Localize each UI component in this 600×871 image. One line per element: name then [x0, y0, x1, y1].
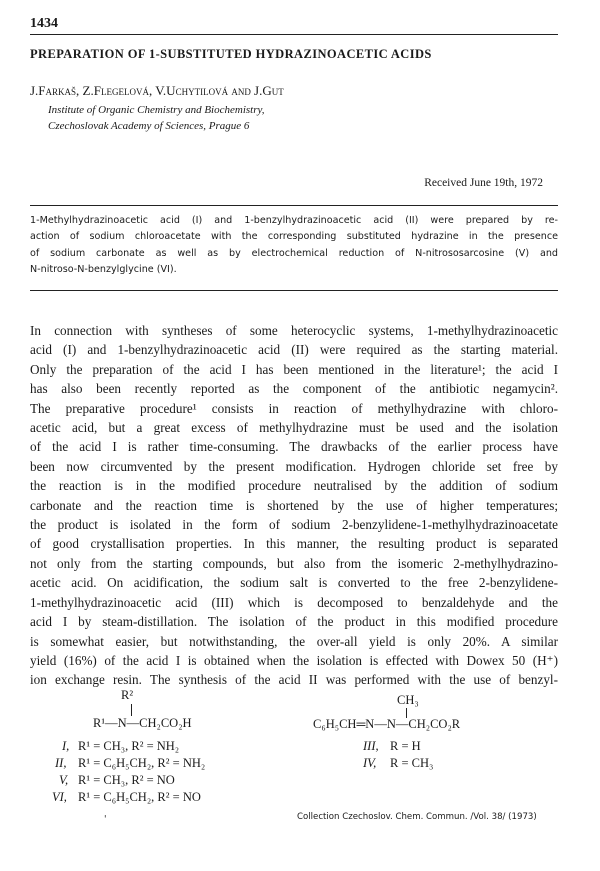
body-line: Only the preparation of the acid I has been mentioned in the literature¹; the acid I	[30, 361, 558, 377]
header-rule	[30, 34, 558, 35]
body-line: of the acid I is rather time-consuming. The drawbacks of the earlier process have	[30, 439, 558, 455]
body-line: acetic acid. On acidification, the sodium salt is converted to the free 2-benzylidene-	[30, 575, 558, 591]
body-line: is somewhat easier, but notwithstanding, the over-all yield is only 20%. A similar	[30, 633, 558, 649]
compound-label: IV,	[363, 756, 377, 770]
compound-definition: R¹ = C₆H₅CH₂, R² = NO	[78, 790, 201, 804]
article-title: PREPARATION OF 1-SUBSTITUTED HYDRAZINOACETIC ACIDS	[30, 47, 432, 61]
body-line: the reaction is in the modified procedure neutralised by the addition of sodium	[30, 478, 558, 494]
formula-left-substituent: R²	[121, 688, 134, 702]
page-number: 1434	[30, 16, 58, 31]
body-line: In connection with syntheses of some heterocyclic systems, 1-methylhydrazinoacetic	[30, 323, 558, 338]
formula-right-main: C₆H₅CH═N—N—CH₂CO₂R	[313, 717, 461, 731]
abstract	[30, 213, 558, 279]
formula-left-bond	[131, 704, 132, 716]
abstract-line: 1-Methylhydrazinoacetic acid (I) and 1-benzylhydrazinoacetic acid (II) were prepared by re-	[30, 215, 558, 226]
body-line: been now circumvented by the present modification. Hydrogen chloride set free by	[30, 458, 558, 474]
compound-definition: R¹ = CH₃, R² = NO	[78, 773, 175, 787]
compound-definition: R¹ = C₆H₅CH₂, R² = NH₂	[78, 756, 206, 770]
body-line: ion exchange resin. The synthesis of the acid II was performed with the use of benzyl-	[30, 672, 558, 688]
body-text	[30, 321, 558, 690]
abstract-top-rule	[30, 205, 558, 206]
body-line: has also been recently reported as the component of the antibiotic negamycin².	[30, 381, 558, 397]
structural-formulas	[0, 686, 600, 806]
formula-left-main: R¹—N—CH₂CO₂H	[93, 716, 192, 730]
body-line: not only from the starting compounds, but also from the isomeric 2-methylhydrazino-	[30, 555, 558, 571]
body-line: acid (I) and 1-benzylhydrazinoacetic acid (II) were required as the starting material.	[30, 342, 558, 358]
body-line: carbonate and the reaction time is shortened by the use of higher temperatures;	[30, 497, 558, 513]
body-line: acid I by steam-distillation. The isolation of the product in this modified procedure	[30, 614, 558, 630]
author-list: J.Farkaš, Z.Flegelová, V.Uchytilová and J.Gut	[30, 83, 284, 98]
footer-mark: '	[104, 815, 107, 825]
compound-definition: R = H	[390, 739, 421, 753]
compound-label: II,	[55, 756, 67, 770]
formula-right-substituent: CH₃	[397, 693, 419, 707]
received-date: Received June 19th, 1972	[424, 177, 543, 189]
journal-footer: Collection Czechoslov. Chem. Commun. /Vol. 38/ (1973)	[297, 812, 537, 822]
compound-label: VI,	[52, 790, 67, 804]
abstract-line: N-nitroso-N-benzylglycine (VI).	[30, 264, 177, 276]
body-line: the product is isolated in the form of sodium 2-benzylidene-1-methylhydrazinoacetate	[30, 517, 558, 533]
compound-definition: R¹ = CH₃, R² = NH₂	[78, 739, 180, 753]
body-line: of good crystallisation properties. In this manner, the resulting product is separated	[30, 536, 558, 552]
compound-definition: R = CH₃	[390, 756, 434, 770]
body-line: acetic acid, but a great excess of methylhydrazine must be used and the isolation	[30, 420, 558, 436]
abstract-bottom-rule	[30, 290, 558, 291]
compound-label: III,	[363, 739, 379, 753]
compound-label: I,	[62, 739, 70, 753]
body-line: 1-methylhydrazinoacetic acid (III) which is decomposed to benzaldehyde and the	[30, 594, 558, 610]
abstract-line: action of sodium chloroacetate with the corresponding substituted hydrazine in the presence	[30, 231, 558, 243]
abstract-line: of sodium carbonate as well as by electrochemical reduction of N-nitrososarcosine (V) and	[30, 247, 558, 259]
body-line: yield (16%) of the acid I is obtained when the isolation is effected with Dowex 50 (H⁺)	[30, 652, 558, 668]
compound-label: V,	[59, 773, 69, 787]
body-line: The preparative procedure¹ consists in reaction of methylhydrazine with chloro-	[30, 400, 558, 416]
affiliation-line: Institute of Organic Chemistry and Biochemistry,	[48, 104, 265, 116]
affiliation-line: Czechoslovak Academy of Sciences, Prague 6	[48, 120, 250, 132]
